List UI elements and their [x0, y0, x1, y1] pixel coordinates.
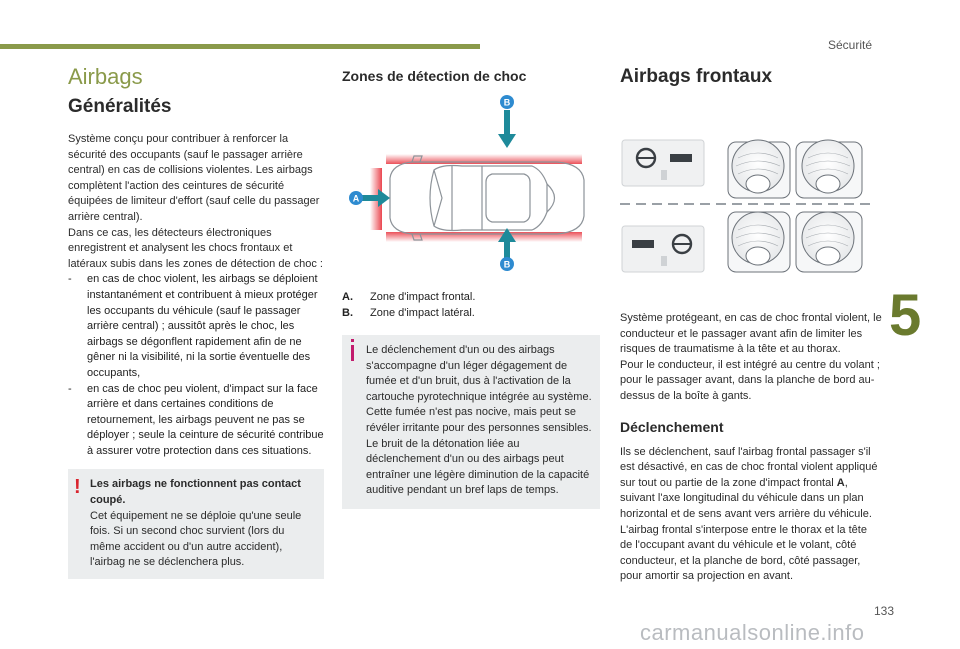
- dashboard-airbag-icon: [632, 240, 654, 248]
- info-paragraph-1: Le déclenchement d'un ou des airbags s'accompagne d'un léger dégagement de fumée et d'un bruit, dus à l'activation de la cartouche pyrotechnique intégrée au système.: [366, 344, 592, 403]
- arrow-top-head: [498, 134, 516, 148]
- description-paragraph-1: Système protégeant, en cas de choc frontal violent, le conducteur et le passager avant afin de limiter les risques de traumatisme à la tête et au thorax.: [620, 312, 882, 356]
- front-airbags-figure: [620, 114, 882, 294]
- warning-box: [68, 469, 324, 579]
- bullet-text: en cas de choc peu violent, d'impact sur la face arrière et dans certaines conditions de retournement, les airbags peuvent ne pas se déployer ; seule la ceinture de sécurité contribue à assurer votre protection dans ces situations.: [87, 382, 324, 457]
- section-title: Airbags: [68, 64, 143, 89]
- label-b-bottom: B: [503, 259, 511, 270]
- car-impact-zones-figure: [342, 94, 600, 272]
- arrow-bottom-shaft-2: [504, 240, 510, 258]
- list-item: [68, 382, 324, 460]
- trigger-paragraph: [620, 445, 882, 523]
- description-paragraph-2: Pour le conducteur, il est intégré au centre du volant ; pour le passager avant, dans la planche de bord au-dessus de la boîte à gants.: [620, 358, 880, 402]
- column-generalites: [68, 62, 324, 579]
- info-box: [342, 335, 600, 509]
- legend-key: A.: [342, 291, 353, 303]
- section-label: Sécurité: [827, 38, 872, 52]
- legend-text: Zone d'impact latéral.: [370, 307, 475, 319]
- bullet-mark: -: [68, 273, 72, 286]
- header-accent-bar: [0, 44, 480, 49]
- lhd-icon-panel: [622, 140, 704, 186]
- arrow-left-shaft: [362, 195, 380, 201]
- chapter-number: 5: [889, 283, 922, 348]
- legend-item: [342, 289, 600, 305]
- bullet-text: en cas de choc violent, les airbags se déploient instantanément et contribuent à mieux protéger les occupants du véhicule (sauf le passager arrière central) ; aussitôt après le choc, les airbags se dégonflent rapidement afin de ne gêner ni la visibilité, ni la sortie éventuelle des occupants,: [87, 273, 318, 379]
- list-item: [68, 272, 324, 381]
- legend-text: Zone d'impact frontal.: [370, 291, 476, 303]
- column-zones-detection: [342, 62, 600, 509]
- column-airbags-frontaux: [620, 62, 882, 585]
- warning-title: Les airbags ne fonctionnent pas contact coupé.: [90, 478, 301, 507]
- heading-zones: Zones de détection de choc: [342, 68, 527, 84]
- heading-airbags-frontaux: Airbags frontaux: [620, 66, 773, 87]
- trigger-text-after: , suivant l'axe longitudinal du véhicule dans un plan horizontal et de sens avant vers arrière du véhicule.: [620, 476, 872, 520]
- car-top-view: [390, 156, 584, 240]
- warning-icon: !: [74, 476, 81, 499]
- info-paragraph-3: Le bruit de la détonation liée au déclenchement d'un ou des airbags peut entraîner une légère diminution de la capacité auditive pendant un bref laps de temps.: [366, 437, 590, 497]
- bullet-mark: -: [68, 382, 72, 395]
- heading-generalites: Généralités: [68, 96, 172, 117]
- label-b-top: B: [503, 97, 511, 108]
- occupant-seats: [728, 140, 862, 272]
- figure-legend: [342, 289, 600, 321]
- trigger-zone-label: A: [836, 476, 845, 489]
- intro-paragraph-2: Dans ce cas, les détecteurs électroniques enregistrent et analysent les chocs frontaux et latéraux subis dans les zones de détection de choc :: [68, 226, 323, 270]
- label-a: A: [352, 193, 360, 204]
- legend-item: [342, 305, 600, 321]
- legend-key: B.: [342, 307, 353, 319]
- dashboard-airbag-icon: [670, 154, 692, 162]
- info-icon: [351, 345, 354, 361]
- arrow-left-head: [378, 189, 390, 207]
- info-icon-dot: [351, 339, 354, 342]
- trigger-text-before: Ils se déclenchent, sauf l'airbag frontal passager s'il est désactivé, en cas de choc frontal violent appliqué sur tout ou partie de la zone d'impact frontal: [620, 445, 878, 489]
- trigger-paragraph-2: L'airbag frontal s'interpose entre le thorax et la tête de l'occupant avant du véhicule et le volant, côté conducteur, et la planche de bord, côté passager, pour amortir sa projection en avant.: [620, 523, 867, 583]
- watermark: carmanualsonline.info: [640, 620, 865, 645]
- rhd-icon-panel: [622, 226, 704, 272]
- info-paragraph-2: Cette fumée n'est pas nocive, mais peut se révéler irritante pour des personnes sensibles.: [366, 406, 592, 434]
- intro-paragraph: Système conçu pour contribuer à renforcer la sécurité des occupants (sauf le passager arrière central) en cas de collisions violentes. Les airbags complètent l'action des ceintures de sécurité équipées de limiteur d'effort (sauf celle du passager arrière central).: [68, 133, 320, 223]
- warning-text: Cet équipement ne se déploie qu'une seule fois. Si un second choc survient (lors du même accident ou d'un autre accident), l'airbag ne se déclenchera plus.: [90, 509, 302, 569]
- page-number: 133: [873, 604, 894, 618]
- arrow-top-shaft: [504, 110, 510, 136]
- heading-declenchement: Déclenchement: [620, 418, 724, 435]
